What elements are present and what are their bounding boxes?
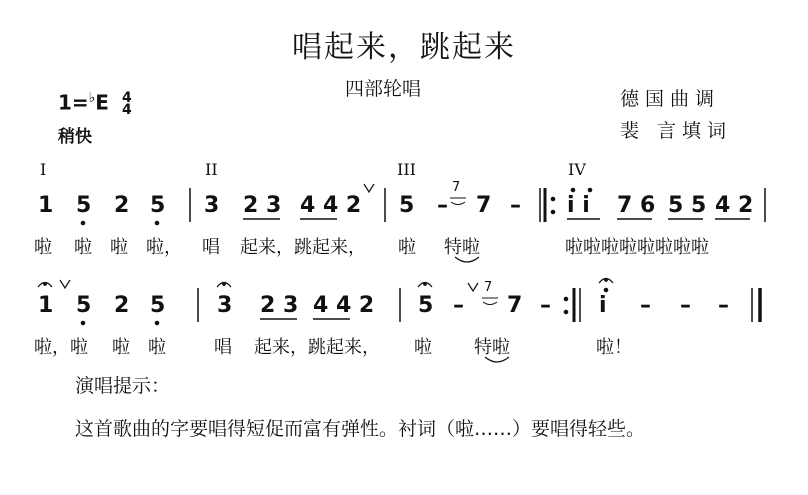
- dash: –: [540, 293, 551, 318]
- fermata-dot: [605, 279, 608, 282]
- upper-octave-dot: [604, 288, 608, 292]
- note: 5: [76, 193, 92, 218]
- breath-mark: [468, 283, 478, 291]
- note: 1: [38, 193, 54, 218]
- part-marker-3: III: [397, 160, 416, 179]
- hint-text: 这首歌曲的字要唱得短促而富有弹性。衬词（啦……）要唱得轻些。: [75, 418, 646, 440]
- key-letter: E: [95, 90, 109, 115]
- grace-slur: [451, 202, 465, 205]
- fermata-dot: [223, 283, 226, 286]
- note-group: 7 6: [617, 193, 656, 218]
- lyric: 啦，啦: [34, 337, 88, 358]
- lyric: 啦啦啦啦啦啦啦啦: [565, 237, 709, 258]
- note-group: 2 3: [243, 193, 282, 218]
- note: 1: [38, 293, 54, 318]
- breath-mark: [60, 280, 70, 288]
- note-group: 2 3: [260, 293, 299, 318]
- lyric: 啦: [112, 337, 130, 358]
- note: 5: [418, 293, 434, 318]
- dash: –: [437, 193, 448, 218]
- fermata-dot: [424, 283, 427, 286]
- dash: –: [680, 293, 691, 318]
- dash: –: [510, 193, 521, 218]
- repeat-dot: [564, 297, 568, 301]
- lyric: 唱: [214, 337, 232, 358]
- dash: –: [640, 293, 651, 318]
- part-marker-4: IV: [568, 160, 586, 179]
- upper-octave-dot: [588, 188, 592, 192]
- tempo-marking: 稍快: [58, 127, 92, 147]
- repeat-dot: [551, 197, 555, 201]
- note: 5: [76, 293, 92, 318]
- grace-slur: [483, 302, 497, 305]
- part-marker-1: I: [40, 160, 47, 179]
- note: 3: [217, 293, 233, 318]
- lyric: 啦: [34, 237, 52, 258]
- lyric-slur: [455, 257, 479, 262]
- grace-note: 7: [452, 180, 461, 195]
- lyric: 唱: [202, 237, 220, 258]
- repeat-dot: [564, 310, 568, 314]
- lyric: 啦，: [146, 237, 182, 258]
- breath-mark: [364, 184, 374, 192]
- lyric: 起来，跳起来，: [254, 337, 380, 358]
- lyric: 啦: [110, 237, 128, 258]
- note: i: [599, 293, 607, 318]
- note: 5: [399, 193, 415, 218]
- note-group: 4 2: [715, 193, 754, 218]
- dash: –: [453, 293, 464, 318]
- hint-heading: 演唱提示：: [75, 375, 171, 397]
- lyric: 特啦: [474, 337, 510, 358]
- lower-octave-dot: [155, 221, 159, 225]
- note: 5: [150, 293, 166, 318]
- note-group: 5 5: [668, 193, 707, 218]
- lyric: 啦！: [596, 337, 632, 358]
- fermata-dot: [44, 283, 47, 286]
- lyric-slur: [485, 357, 509, 362]
- repeat-dot: [551, 210, 555, 214]
- song-subtitle: 四部轮唱: [345, 78, 422, 100]
- meter-top: 4: [121, 90, 132, 107]
- note: 5: [150, 193, 166, 218]
- note-group: 4 4 2: [300, 193, 362, 218]
- lyric: 起来，跳起来，: [240, 237, 366, 258]
- lower-octave-dot: [155, 321, 159, 325]
- note-group: 4 4 2: [313, 293, 375, 318]
- lyric: 啦: [74, 237, 92, 258]
- dash: –: [718, 293, 729, 318]
- note: 7: [476, 193, 492, 218]
- part-marker-2: II: [205, 160, 218, 179]
- meter-bottom: 4: [121, 102, 132, 119]
- lyric: 特啦: [444, 237, 480, 258]
- lyric: 啦: [398, 237, 416, 258]
- note: 2: [114, 193, 130, 218]
- note: 7: [507, 293, 523, 318]
- flat-sign: ♭: [88, 90, 96, 106]
- note-group: i i: [567, 193, 590, 218]
- music-credit: 德国曲调: [620, 88, 721, 110]
- lyric: 啦: [148, 337, 166, 358]
- grace-note: 7: [484, 280, 493, 295]
- lower-octave-dot: [81, 321, 85, 325]
- song-title: 唱起来，跳起来: [292, 30, 516, 65]
- lower-octave-dot: [81, 221, 85, 225]
- lyrics-credit: 裴 言填词: [620, 120, 733, 142]
- lyric: 啦: [414, 337, 432, 358]
- key-prefix: 1=: [58, 90, 89, 115]
- note: 2: [114, 293, 130, 318]
- note: 3: [204, 193, 220, 218]
- upper-octave-dot: [571, 188, 575, 192]
